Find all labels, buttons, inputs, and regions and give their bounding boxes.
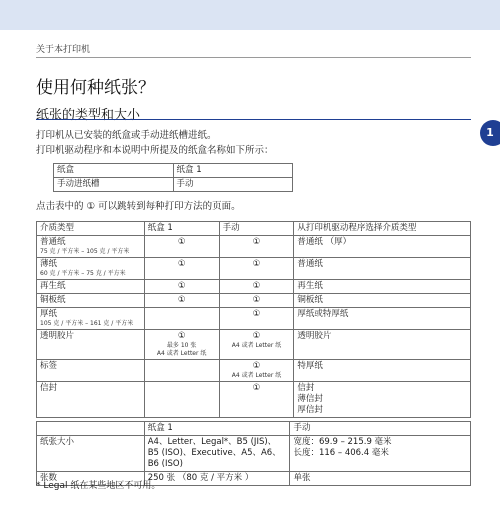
tray1-value: 250 张 （80 克 / 平方米 ） [144, 472, 290, 486]
method-link-icon[interactable]: ① [252, 281, 261, 291]
method-link-icon[interactable]: ① [177, 331, 186, 341]
manual-support-cell [219, 382, 294, 418]
media-type-name: 再生纸 [40, 281, 66, 291]
driver-media-cell [294, 330, 471, 360]
support-note: A4 或者 Letter 纸 [231, 342, 282, 349]
chapter-tab[interactable]: 1 [480, 120, 500, 146]
click-hint-post: 可以跳转到每种打印方法的页面。 [98, 201, 241, 212]
driver-media-type: 铜板纸 [297, 295, 323, 305]
column-header: 从打印机驱动程序选择介质类型 [294, 222, 471, 236]
driver-media-cell [294, 294, 471, 308]
table-row [37, 236, 471, 258]
method-link-icon[interactable]: ① [177, 281, 186, 291]
tray-name-cell: 手动进纸槽 [54, 178, 174, 192]
driver-media-cell [294, 382, 471, 418]
tray1-value: A4、Letter、Legal*、B5 (JIS)、B5 (ISO)、Executive、A5、A6、B6 (ISO) [144, 436, 290, 472]
intro-line-1: 打印机从已安装的纸盒或手动进纸槽进纸。 [36, 130, 217, 141]
driver-media-cell [294, 258, 471, 280]
manual-support-cell [219, 236, 294, 258]
tray1-support-cell [144, 382, 219, 418]
page-title: 使用何种纸张？ [36, 78, 155, 98]
media-type-name: 透明胶片 [40, 331, 75, 341]
manual-value [290, 436, 471, 472]
media-weight-note: 60 克 / 平方米 – 75 克 / 平方米 [40, 270, 126, 277]
media-type-cell [37, 280, 145, 294]
tray1-support-cell [144, 236, 219, 258]
header-divider [36, 57, 471, 58]
section-title: 纸张的类型和大小 [36, 108, 141, 123]
paper-size-table [36, 421, 471, 486]
column-header: 手动 [219, 222, 294, 236]
link-symbol-icon: ① [86, 201, 96, 212]
table-header-row [37, 222, 471, 236]
driver-media-type: 特厚纸 [297, 361, 323, 371]
support-note: 最多 10 张 [166, 342, 197, 349]
media-type-cell [37, 236, 145, 258]
row-label: 纸张大小 [37, 436, 145, 472]
table-row [54, 178, 293, 192]
table-row [37, 280, 471, 294]
media-type-name: 普通纸 [40, 237, 66, 247]
method-link-icon[interactable]: ① [252, 331, 261, 341]
section-divider [36, 119, 471, 120]
manual-support-cell [219, 308, 294, 330]
method-link-icon[interactable]: ① [252, 259, 261, 269]
media-type-name: 铜板纸 [40, 295, 66, 305]
media-weight-note: 105 克 / 平方米 – 161 克 / 平方米 [40, 320, 134, 327]
media-type-name: 标签 [40, 361, 58, 371]
media-type-cell [37, 360, 145, 382]
tray1-support-cell [144, 360, 219, 382]
driver-media-type: 透明胶片 [297, 331, 332, 341]
tray1-support-cell [144, 330, 219, 360]
tray1-support-cell [144, 280, 219, 294]
method-link-icon[interactable]: ① [252, 295, 261, 305]
table-row [37, 258, 471, 280]
manual-value-line: 宽度：69.9 – 215.9 毫米 [293, 437, 392, 447]
manual-support-cell [219, 280, 294, 294]
driver-media-type: 薄信封 [297, 394, 323, 404]
table-row [37, 436, 471, 472]
method-link-icon[interactable]: ① [252, 383, 261, 393]
driver-media-type: 信封 [297, 383, 315, 393]
media-type-cell [37, 382, 145, 418]
table-row [37, 360, 471, 382]
method-link-icon[interactable]: ① [177, 237, 186, 247]
manual-support-cell [219, 258, 294, 280]
column-header [37, 422, 145, 436]
method-link-icon[interactable]: ① [252, 361, 261, 371]
tray-name-cell: 纸盒 [54, 164, 174, 178]
row-label: 张数 [37, 472, 145, 486]
table-row [37, 294, 471, 308]
manual-support-cell [219, 330, 294, 360]
support-note: A4 或者 Letter 纸 [231, 372, 282, 379]
media-weight-note: 75 克 / 平方米 – 105 克 / 平方米 [40, 248, 130, 255]
method-link-icon[interactable]: ① [177, 259, 186, 269]
media-type-cell [37, 308, 145, 330]
media-type-name: 薄纸 [40, 259, 58, 269]
method-link-icon[interactable]: ① [252, 309, 261, 319]
support-note: A4 或者 Letter 纸 [156, 350, 207, 357]
media-type-cell [37, 258, 145, 280]
running-header: 关于本打印机 [36, 45, 91, 55]
media-type-name: 厚纸 [40, 309, 58, 319]
table-row [37, 330, 471, 360]
manual-support-cell [219, 360, 294, 382]
driver-media-type: 再生纸 [297, 281, 323, 291]
top-banner [0, 0, 500, 30]
method-link-icon[interactable]: ① [252, 237, 261, 247]
driver-media-type: 普通纸 [297, 259, 323, 269]
footnote: * Legal 纸在某些地区不可用。 [36, 481, 161, 491]
manual-value [290, 472, 471, 486]
media-type-cell [37, 330, 145, 360]
click-hint [36, 198, 241, 212]
driver-media-type: 普通纸 （厚） [297, 237, 352, 247]
driver-media-cell [294, 280, 471, 294]
manual-value-line: 长度：116 – 406.4 毫米 [293, 448, 389, 458]
tray1-support-cell [144, 258, 219, 280]
table-row [37, 382, 471, 418]
media-type-table [36, 221, 471, 418]
driver-media-cell [294, 236, 471, 258]
tray-value-cell: 手动 [173, 178, 293, 192]
driver-media-type: 厚信封 [297, 405, 323, 415]
method-link-icon[interactable]: ① [177, 295, 186, 305]
driver-media-cell [294, 360, 471, 382]
tray1-support-cell [144, 294, 219, 308]
column-header: 纸盒 1 [144, 222, 219, 236]
table-row [37, 308, 471, 330]
column-header: 介质类型 [37, 222, 145, 236]
manual-support-cell [219, 294, 294, 308]
column-header: 纸盒 1 [144, 422, 290, 436]
media-type-cell [37, 294, 145, 308]
tray-name-table [53, 163, 293, 192]
manual-value-line: 单张 [293, 473, 311, 483]
tray-value-cell: 纸盒 1 [173, 164, 293, 178]
driver-media-cell [294, 308, 471, 330]
table-header-row [37, 422, 471, 436]
click-hint-pre: 点击表中的 [36, 201, 84, 212]
intro-line-2: 打印机驱动程序和本说明中所提及的纸盒名称如下所示： [36, 145, 274, 156]
column-header: 手动 [290, 422, 471, 436]
driver-media-type: 厚纸或特厚纸 [297, 309, 349, 319]
media-type-name: 信封 [40, 383, 58, 393]
table-row [54, 164, 293, 178]
tray1-support-cell [144, 308, 219, 330]
